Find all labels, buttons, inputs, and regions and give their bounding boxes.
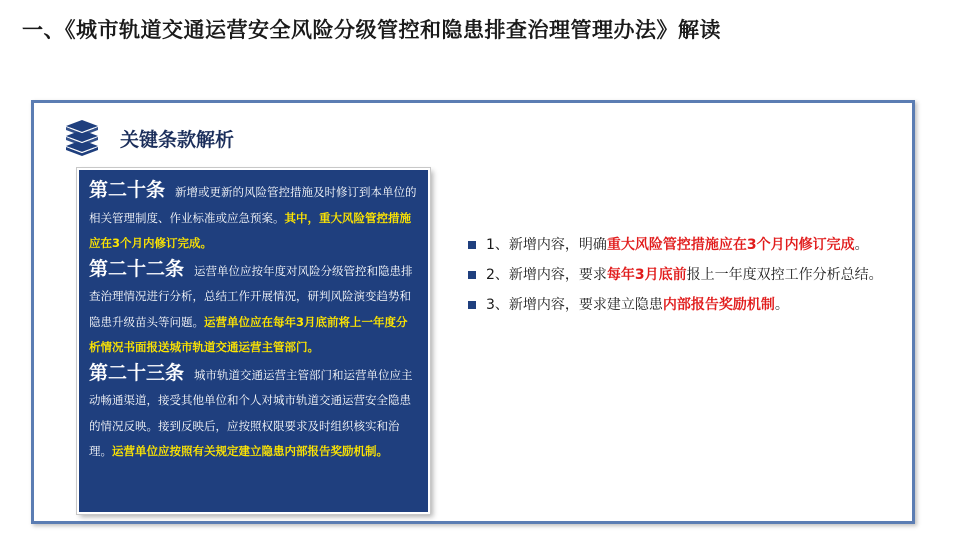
list-item <box>468 290 898 320</box>
clause-heading: 第二十二条 <box>89 257 185 280</box>
list-item-text: 3、新增内容，要求建立隐患内部报告奖励机制。 <box>486 297 789 313</box>
section-header <box>62 118 234 158</box>
summary-list <box>468 230 898 320</box>
clause-body: 城市轨道交通运营主管部门和运营单位应主动畅通渠道，接受其他单位和个人对城市轨道交通运营安全隐患的情况反映。接到反映后，应按照权限要求及时组织核实和治理。 <box>89 367 413 458</box>
clause-20 <box>89 178 418 257</box>
section-title: 关键条款解析 <box>120 128 235 151</box>
square-bullet-icon <box>468 271 476 279</box>
emphasis-text: 内部报告奖励机制 <box>662 297 775 313</box>
square-bullet-icon <box>468 301 476 309</box>
clause-box <box>77 168 430 514</box>
clause-23 <box>89 361 418 465</box>
list-item-text: 2、新增内容，要求每年3月底前报上一年度双控工作分析总结。 <box>486 267 883 283</box>
clause-body: 新增或更新的风险管控措施及时修订到本单位的相关管理制度、作业标准或应急预案。 <box>89 185 417 225</box>
list-item-text: 1、新增内容，明确重大风险管控措施应在3个月内修订完成。 <box>486 237 869 253</box>
books-icon <box>62 120 102 156</box>
clause-heading: 第二十条 <box>89 179 166 201</box>
page-title: 一、《城市轨道交通运营安全风险分级管控和隐患排查治理管理办法》解读 <box>22 18 721 42</box>
clause-highlight: 运营单位应按照有关规定建立隐患内部报告奖励机制。 <box>112 444 388 458</box>
clause-22 <box>89 257 418 361</box>
list-item <box>468 230 898 260</box>
emphasis-text: 每年3月底前 <box>606 267 687 283</box>
clause-body: 运营单位应按年度对风险分级管控和隐患排查治理情况进行分析，总结工作开展情况，研判风险演变趋势和隐患升级苗头等问题。 <box>89 263 413 329</box>
clause-highlight: 运营单位应在每年3月底前将上一年度分析情况书面报送城市轨道交通运营主管部门。 <box>89 314 408 354</box>
list-item <box>468 260 898 290</box>
square-bullet-icon <box>468 241 476 249</box>
emphasis-text: 重大风险管控措施应在3个月内修订完成 <box>606 237 855 253</box>
clause-heading: 第二十三条 <box>89 361 185 384</box>
clause-highlight: 其中，重大风险管控措施应在3个月内修订完成。 <box>89 210 411 250</box>
